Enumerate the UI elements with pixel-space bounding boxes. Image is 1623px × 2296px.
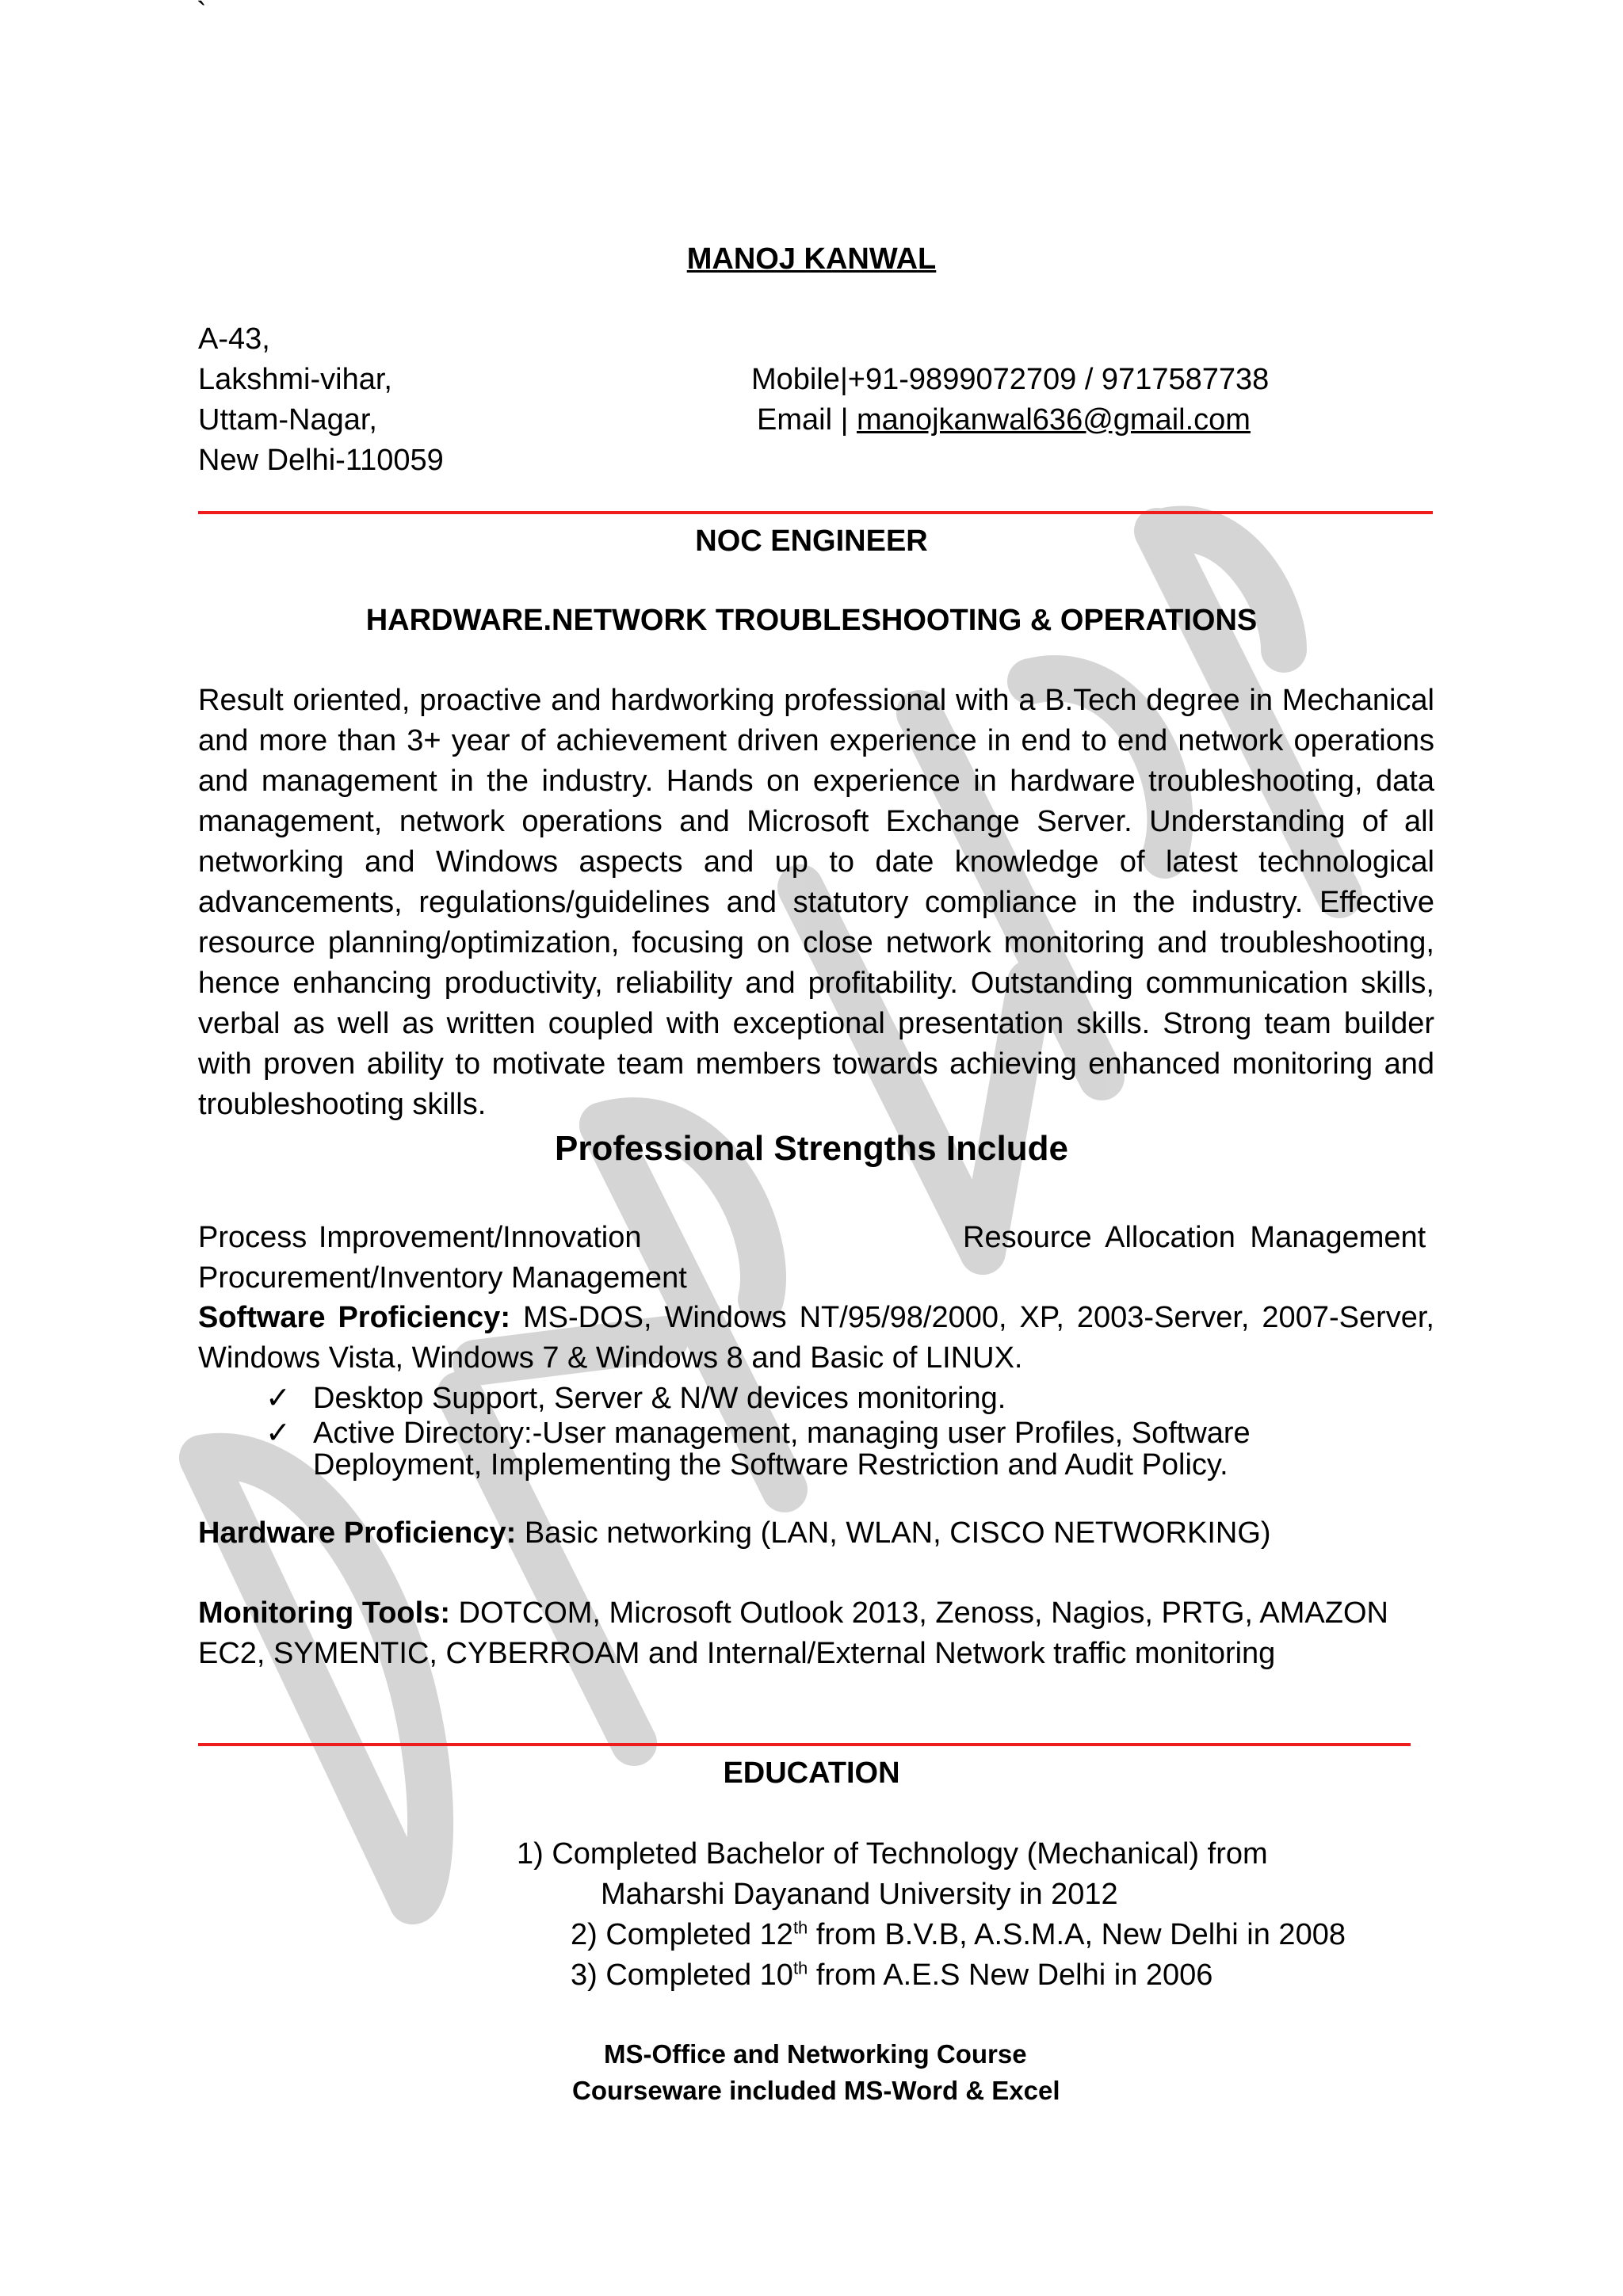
strength-process-improvement: Process Improvement/Innovation <box>198 1221 642 1254</box>
checkmark-icon: ✓ <box>265 1382 291 1415</box>
education-item-1-line-1: 1) Completed Bachelor of Technology (Mechanical) from <box>517 1837 1268 1871</box>
checkmark-icon: ✓ <box>265 1417 291 1450</box>
role-heading: NOC ENGINEER <box>695 524 928 558</box>
education-item-2-post: from B.V.B, A.S.M.A, New Delhi in 2008 <box>808 1918 1346 1951</box>
summary-paragraph: Result oriented, proactive and hardworking professional with a B.Tech degree in Mechanical and more than 3+ year of achievement driven experience in end to end network operations and management in the industry. Hands on experience in hardware troubleshooting, data management, network operations and Microsoft Exchange Server. Understanding of all networking and Windows aspects and up to date knowledge of latest technological advancements, regulations/guidelines and statutory compliance in the industry. Effective resource planning/optimization, focusing on close network monitoring and troubleshooting, hence enhancing productivity, reliability and profitability. Outstanding communication skills, verbal as well as written coupled with exceptional presentation skills. Strong team builder with proven ability to motivate team members towards achieving enhanced monitoring and troubleshooting skills. <box>198 684 1434 1121</box>
education-item-3-pre: 3) Completed 10 <box>571 1958 793 1992</box>
corner-mark: ` <box>197 0 207 30</box>
email-link[interactable]: manojkanwal636@gmail.com <box>857 403 1251 437</box>
software-proficiency <box>198 1298 1434 1379</box>
monitoring-label: Monitoring Tools: <box>198 1596 450 1630</box>
education-item-2-pre: 2) Completed 12 <box>571 1918 793 1951</box>
mobile-number: Mobile|+91-9899072709 / 9717587738 <box>751 363 1270 396</box>
address-line-4: New Delhi-110059 <box>198 444 444 477</box>
strengths-heading: Professional Strengths Include <box>555 1129 1068 1168</box>
course-line-1: MS-Office and Networking Course <box>604 2039 1027 2069</box>
address-line-3: Uttam-Nagar, <box>198 403 377 437</box>
candidate-name: MANOJ KANWAL <box>686 242 937 276</box>
monitoring-text: DOTCOM, Microsoft Outlook 2013, Zenoss, Nagios, PRTG, AMAZON EC2, SYMENTIC, CYBERROAM and Internal/External Network traffic monitoring <box>198 1596 1388 1670</box>
address-line-2: Lakshmi-vihar, <box>198 363 392 396</box>
email-label: Email | <box>757 403 857 437</box>
bullet-item-1 <box>265 1379 1006 1418</box>
divider-top <box>198 511 1433 514</box>
education-item-3 <box>571 1955 1212 1995</box>
software-text: MS-DOS, Windows NT/95/98/2000, XP, 2003-Server, 2007-Server, Windows Vista, Windows 7 & Windows 8 and Basic of LINUX. <box>198 1301 1434 1375</box>
hardware-proficiency <box>198 1513 1271 1553</box>
strength-procurement: Procurement/Inventory Management <box>198 1261 687 1295</box>
education-item-2 <box>571 1915 1346 1955</box>
education-heading: EDUCATION <box>723 1756 900 1790</box>
software-label: Software Proficiency: <box>198 1301 510 1334</box>
bullet-text-2: Active Directory:-User management, managing user Profiles, Software <box>313 1417 1251 1450</box>
divider-education <box>198 1743 1411 1746</box>
address-line-1: A-43, <box>198 322 270 356</box>
education-item-3-sup: th <box>792 1958 808 1978</box>
education-item-2-sup: th <box>792 1917 808 1938</box>
monitoring-tools <box>198 1593 1434 1674</box>
education-item-1-line-2: Maharshi Dayanand University in 2012 <box>601 1878 1118 1911</box>
hardware-text: Basic networking (LAN, WLAN, CISCO NETWORKING) <box>516 1516 1271 1550</box>
subtitle-heading: HARDWARE.NETWORK TROUBLESHOOTING & OPERATIONS <box>365 604 1258 637</box>
bullet-text-2-continued: Deployment, Implementing the Software Restriction and Audit Policy. <box>313 1448 1228 1482</box>
course-line-2: Courseware included MS-Word & Excel <box>572 2076 1060 2105</box>
bullet-text-1: Desktop Support, Server & N/W devices monitoring. <box>313 1382 1006 1415</box>
strength-resource-allocation: Resource Allocation Management <box>963 1221 1426 1254</box>
education-item-3-post: from A.E.S New Delhi in 2006 <box>808 1958 1213 1992</box>
hardware-label: Hardware Proficiency: <box>198 1516 517 1550</box>
email-line <box>757 400 1251 440</box>
